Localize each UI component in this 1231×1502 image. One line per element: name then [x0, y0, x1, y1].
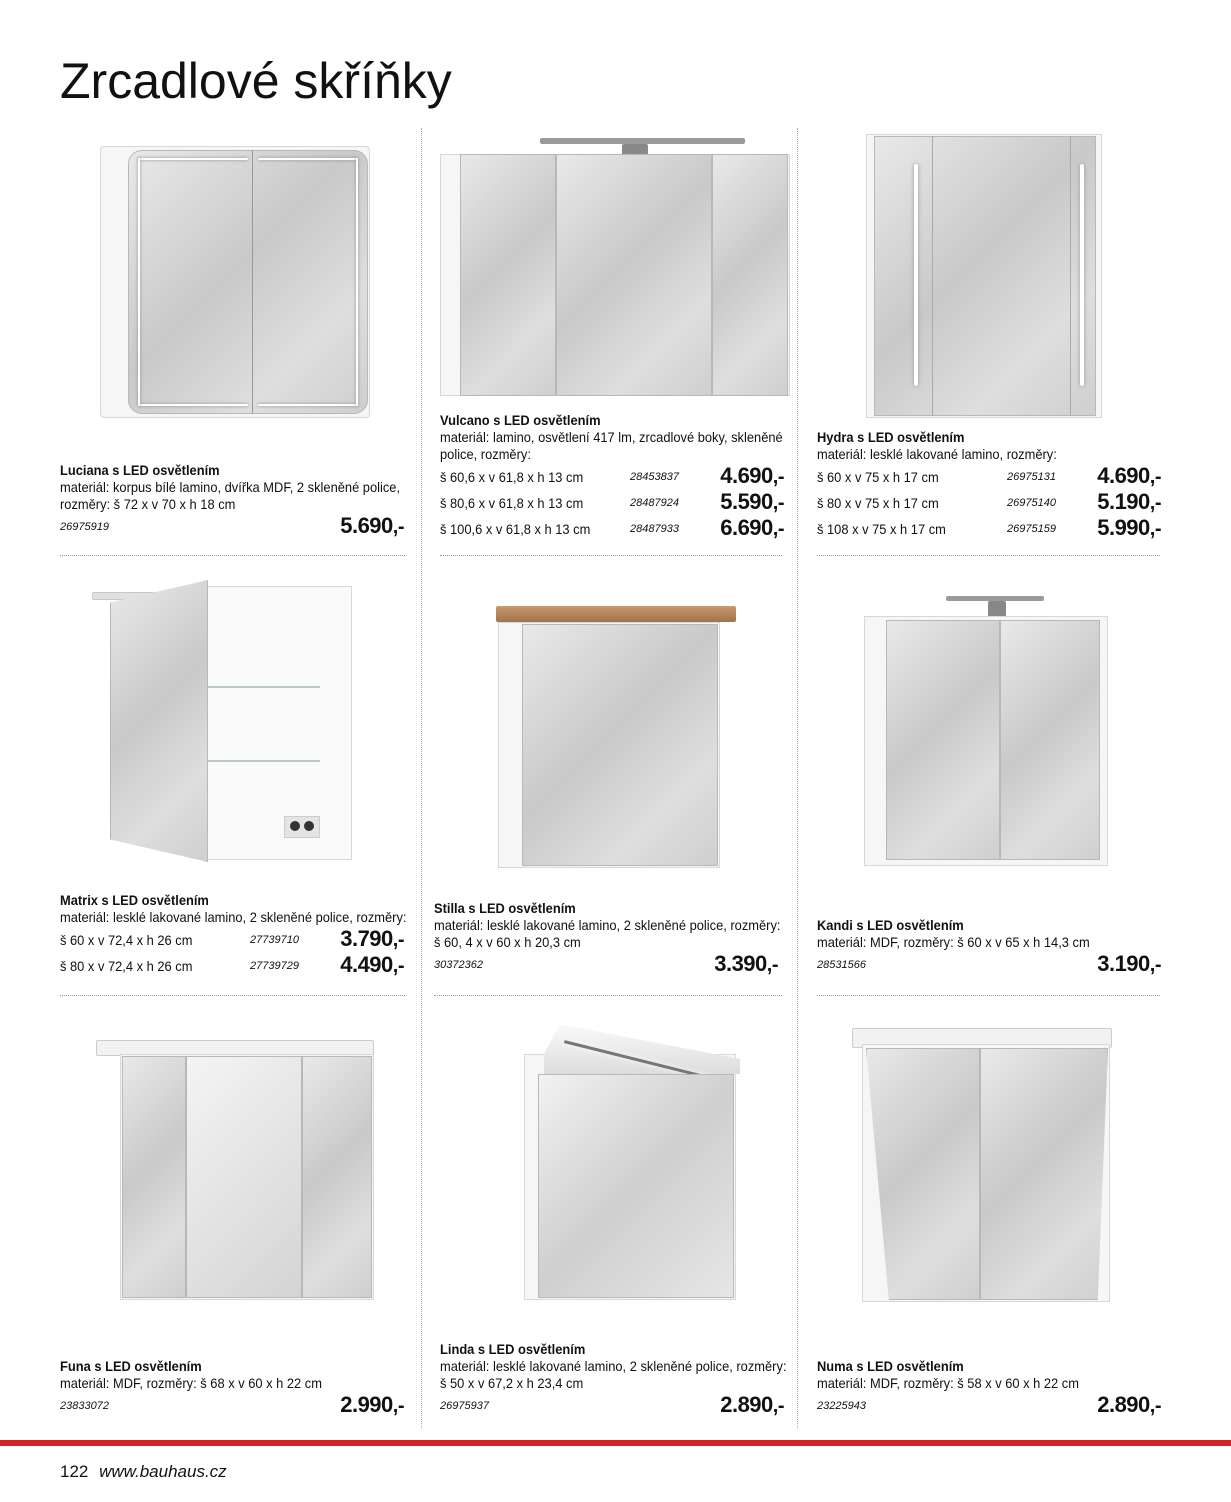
- footer: [60, 1462, 227, 1482]
- variant-dimensions: š 100,6 x v 61,8 x h 13 cm: [440, 521, 591, 537]
- product-name: Hydra s LED osvětlením: [817, 429, 965, 445]
- product-image-vulcano[interactable]: [440, 138, 790, 398]
- product-image-kandi[interactable]: [864, 596, 1114, 868]
- column-divider: [797, 128, 798, 1428]
- price: 2.890,-: [1097, 1392, 1161, 1417]
- product-image-stilla[interactable]: [496, 606, 736, 868]
- price: 2.990,-: [340, 1392, 404, 1417]
- product-description: materiál: MDF, rozměry: š 60 x v 65 x h 14,3 cm: [817, 934, 1090, 950]
- price: 3.390,-: [714, 951, 778, 976]
- product-description: materiál: lamino, osvětlení 417 lm, zrcadlové boky, skleněné police, rozměry:: [440, 429, 783, 462]
- price: 4.490,-: [340, 952, 404, 977]
- page-number: 122: [60, 1462, 89, 1481]
- price: 4.690,-: [720, 463, 784, 488]
- product-code: 27739710: [250, 934, 299, 946]
- variant-row: [440, 463, 784, 489]
- variant-row: [60, 952, 404, 978]
- product-image-funa[interactable]: [96, 1040, 376, 1302]
- product-description: materiál: lesklé lakované lamino, rozměry:: [817, 446, 1057, 462]
- product-name: Numa s LED osvětlením: [817, 1358, 964, 1374]
- product-image-hydra[interactable]: [866, 134, 1102, 418]
- product-code: 28453837: [630, 471, 679, 483]
- variant-dimensions: š 60,6 x v 61,8 x h 13 cm: [440, 469, 584, 485]
- variant-row: [60, 926, 404, 952]
- variant-dimensions: š 108 x v 75 x h 17 cm: [817, 521, 946, 537]
- footer-red-bar: [0, 1440, 1231, 1446]
- product-code: 28487924: [630, 497, 679, 509]
- variant-row: [817, 489, 1161, 515]
- price-row: [60, 1392, 404, 1418]
- variant-dimensions: š 80 x v 75 x h 17 cm: [817, 495, 939, 511]
- price: 2.890,-: [720, 1392, 784, 1417]
- price: 5.590,-: [720, 489, 784, 514]
- variant-row: [440, 515, 784, 541]
- variant-dimensions: š 80,6 x v 61,8 x h 13 cm: [440, 495, 584, 511]
- variant-row: [817, 515, 1161, 541]
- product-description: materiál: MDF, rozměry: š 58 x v 60 x h 22 cm: [817, 1375, 1079, 1391]
- product-name: Funa s LED osvětlením: [60, 1358, 202, 1374]
- product-name: Kandi s LED osvětlením: [817, 917, 964, 933]
- row-divider: [817, 555, 1160, 556]
- product-description: materiál: korpus bílé lamino, dvířka MDF, 2 skleněné police, rozměry: š 72 x v 70 x h 18 cm: [60, 479, 401, 512]
- variant-dimensions: š 60 x v 72,4 x h 26 cm: [60, 932, 193, 948]
- product-name: Luciana s LED osvětlením: [60, 462, 220, 478]
- product-code: 26975919: [60, 521, 109, 533]
- variant-row: [817, 463, 1161, 489]
- product-image-matrix[interactable]: [92, 576, 354, 866]
- product-description: materiál: lesklé lakované lamino, 2 skleněné police, rozměry:: [60, 909, 407, 925]
- product-name: Stilla s LED osvětlením: [434, 900, 576, 916]
- price-row: [434, 951, 778, 977]
- column-divider: [421, 128, 422, 1428]
- product-description: materiál: lesklé lakované lamino, 2 skleněné police, rozměry: š 60, 4 x v 60 x h 20,3 cm: [434, 917, 781, 950]
- product-image-luciana[interactable]: [100, 146, 370, 418]
- product-code: 30372362: [434, 959, 483, 971]
- product-code: 26975937: [440, 1400, 489, 1412]
- price-row: [60, 513, 404, 539]
- product-code: 26975131: [1007, 471, 1056, 483]
- price: 4.690,-: [1097, 463, 1161, 488]
- product-name: Matrix s LED osvětlením: [60, 892, 209, 908]
- product-code: 26975140: [1007, 497, 1056, 509]
- price: 5.690,-: [340, 513, 404, 538]
- website-link[interactable]: www.bauhaus.cz: [99, 1462, 227, 1481]
- product-image-numa[interactable]: [852, 1028, 1114, 1304]
- product-code: 26975159: [1007, 523, 1056, 535]
- price-row: [817, 951, 1161, 977]
- product-name: Linda s LED osvětlením: [440, 1341, 586, 1357]
- row-divider: [434, 995, 782, 996]
- product-description: materiál: lesklé lakované lamino, 2 skleněné police, rozměry: š 50 x v 67,2 x h 23,4 cm: [440, 1358, 787, 1391]
- variant-dimensions: š 80 x v 72,4 x h 26 cm: [60, 958, 193, 974]
- price: 3.790,-: [340, 926, 404, 951]
- product-code: 28487933: [630, 523, 679, 535]
- page-title: Zrcadlové skříňky: [60, 53, 452, 109]
- product-description: materiál: MDF, rozměry: š 68 x v 60 x h 22 cm: [60, 1375, 322, 1391]
- product-code: 28531566: [817, 959, 866, 971]
- product-code: 23225943: [817, 1400, 866, 1412]
- price: 5.990,-: [1097, 515, 1161, 540]
- product-code: 27739729: [250, 960, 299, 972]
- price-row: [440, 1392, 784, 1418]
- row-divider: [60, 995, 405, 996]
- row-divider: [817, 995, 1160, 996]
- variant-row: [440, 489, 784, 515]
- row-divider: [60, 555, 405, 556]
- variant-dimensions: š 60 x v 75 x h 17 cm: [817, 469, 939, 485]
- product-image-linda[interactable]: [524, 1024, 740, 1302]
- product-name: Vulcano s LED osvětlením: [440, 412, 601, 428]
- price: 5.190,-: [1097, 489, 1161, 514]
- product-code: 23833072: [60, 1400, 109, 1412]
- price: 3.190,-: [1097, 951, 1161, 976]
- row-divider: [440, 555, 782, 556]
- price: 6.690,-: [720, 515, 784, 540]
- price-row: [817, 1392, 1161, 1418]
